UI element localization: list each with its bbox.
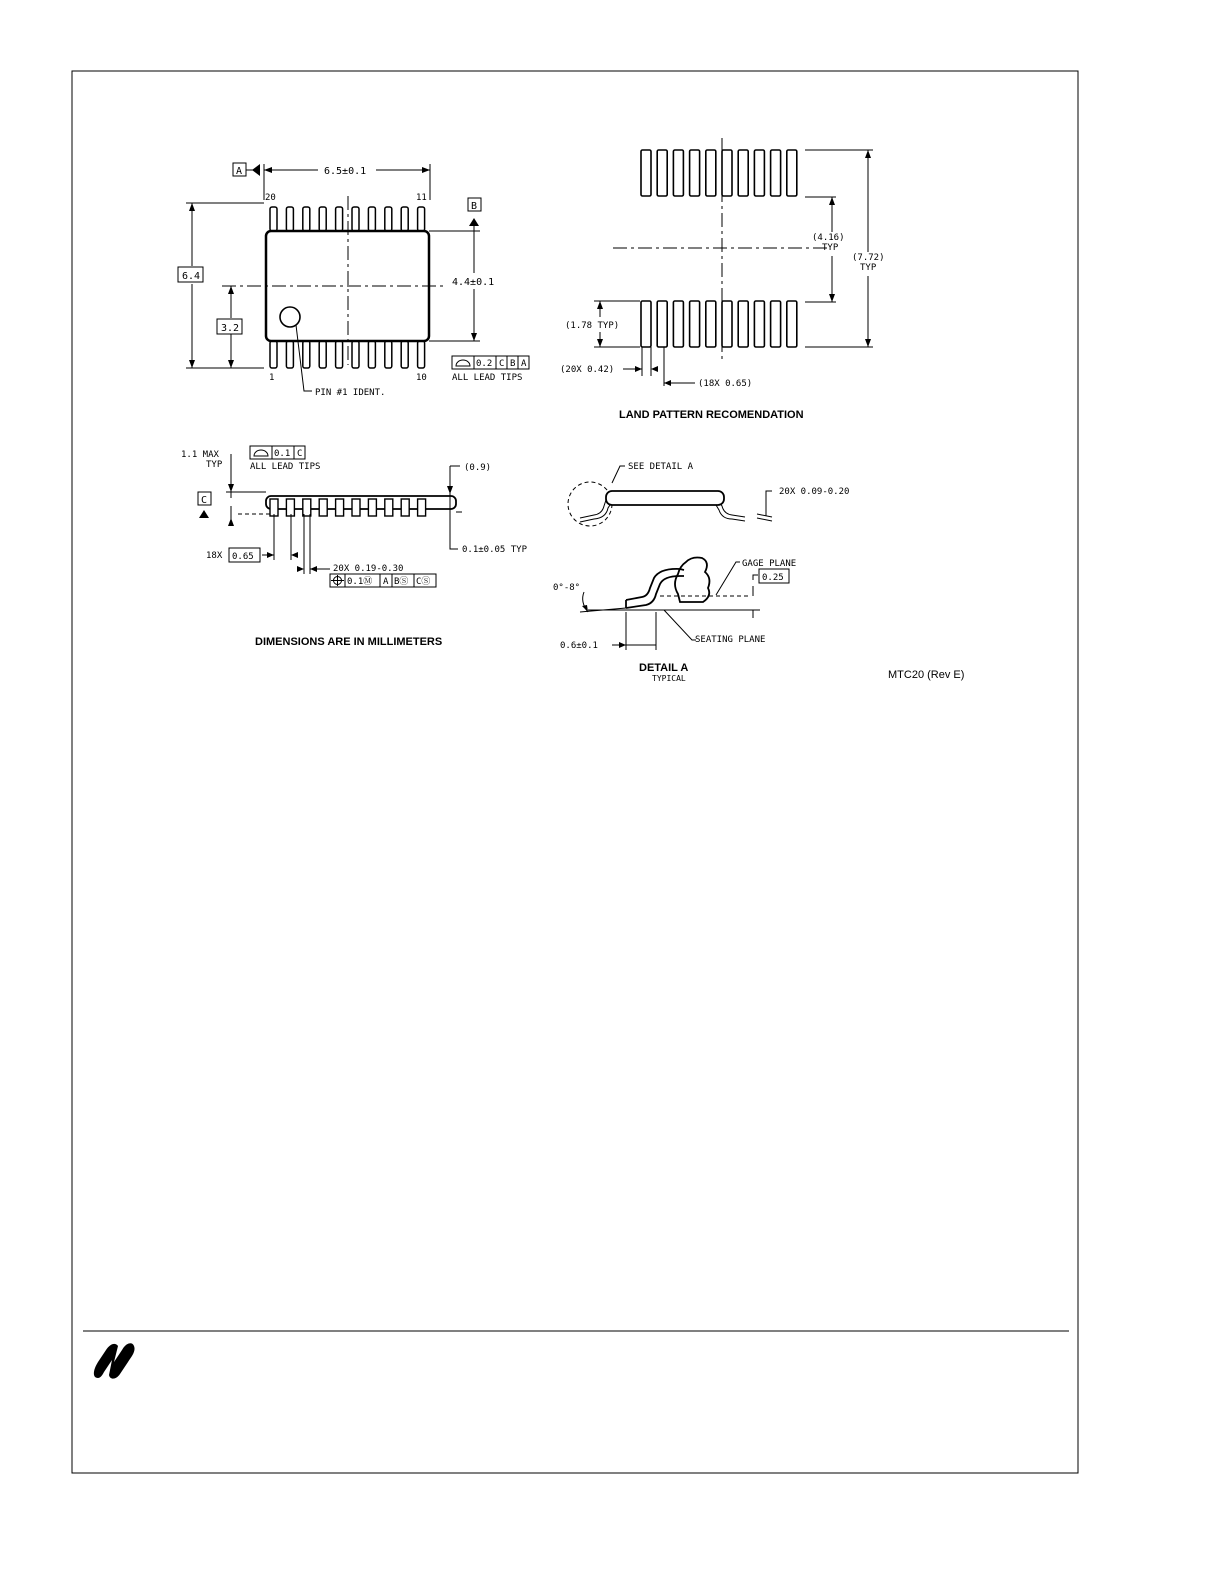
land-pad [787,301,797,347]
pad-length-dim: (1.78 TYP) [565,321,620,331]
lead [319,207,326,231]
lead [418,341,425,368]
lead [401,341,408,368]
logo-icon [94,1343,135,1378]
lead-thickness-dim: 20X 0.09-0.20 [779,487,850,497]
inner-span-dim: (4.16) [812,233,845,243]
outer-span-typ: TYP [860,263,877,273]
pin-1-label: 1 [269,373,275,383]
profile-tolerance-frame-side [250,446,305,459]
gage-plane-label: GAGE PLANE [742,559,797,569]
lead [418,207,425,231]
pitch-prefix: 18X [206,551,223,561]
land-pad [722,301,732,347]
svg-text:A: A [521,359,527,369]
detail-subtitle: TYPICAL [652,674,686,683]
lead [303,207,310,231]
side-lead [270,499,278,516]
drawing-id: MTC20 (Rev E) [888,669,965,681]
lead-width-dim: 20X 0.19-0.30 [333,564,404,574]
inner-span-typ: TYP [822,243,839,253]
top-view [178,163,529,398]
svg-text:0.1Ⓜ: 0.1Ⓜ [347,577,373,587]
lead [352,207,359,231]
body-height-dim: 4.4±0.1 [452,277,495,288]
lead [319,341,326,368]
svg-text:C: C [499,359,505,369]
land-pad [673,150,683,196]
lower-pads [641,301,797,347]
land-pattern-title: LAND PATTERN RECOMENDATION [619,409,804,421]
side-lead-tips-note: ALL LEAD TIPS [250,462,321,472]
side-lead [319,499,327,516]
lead [401,207,408,231]
land-pad [738,150,748,196]
page-border [72,71,1078,1473]
national-semiconductor-logo [94,1343,135,1378]
side-lead [385,499,393,516]
land-pad [738,301,748,347]
side-lead [352,499,360,516]
side-lead [286,499,294,516]
pin-20-label: 20 [265,193,276,203]
lead [336,341,343,368]
lead [368,341,375,368]
svg-text:B: B [510,359,516,369]
pin-10-label: 10 [416,373,427,383]
pin1-indicator [280,307,300,327]
overall-height-dim: 6.4 [182,271,201,282]
lead [336,207,343,231]
land-pad [771,301,781,347]
datum-b-label: B [471,201,478,212]
upper-pads [641,150,797,196]
lead [352,341,359,368]
svg-text:0.1: 0.1 [274,449,291,459]
position-tolerance-frame [330,574,436,587]
units-note: DIMENSIONS ARE IN MILLIMETERS [255,636,443,648]
side-view [181,446,528,648]
foot-length-dim: 0.6±0.1 [560,641,598,651]
upper-leads [270,207,425,231]
lead [286,341,293,368]
pad-pitch-dim: (18X 0.65) [698,379,753,389]
angle-dim: 0°-8° [553,583,581,593]
gage-value: 0.25 [762,573,784,583]
svg-text:0.2: 0.2 [476,359,493,369]
profile-body [606,491,724,505]
land-pad [771,150,781,196]
detail-views [553,462,849,683]
side-lead [418,499,426,516]
side-lead [336,499,344,516]
side-lead [303,499,311,516]
lead [385,207,392,231]
land-pad [690,301,700,347]
lead-tips-note: ALL LEAD TIPS [452,373,523,383]
svg-text:C: C [297,449,303,459]
max-height-typ: TYP [206,460,223,470]
land-pad [787,150,797,196]
land-pad [657,150,667,196]
pin1-ident-label: PIN #1 IDENT. [315,388,386,398]
detail-body-section [675,558,709,603]
width-dim: 6.5±0.1 [324,166,367,177]
half-height-dim: 3.2 [221,323,240,334]
side-lead [368,499,376,516]
land-pad [690,150,700,196]
lead [270,207,277,231]
pad-width-dim: (20X 0.42) [560,365,615,375]
land-pattern-view [560,138,885,421]
land-pad [706,301,716,347]
lead [286,207,293,231]
land-pad [754,301,764,347]
standoff-dim: 0.1±0.05 TYP [462,545,528,555]
profile-tolerance-frame [452,356,529,369]
datum-c-label: C [201,495,208,506]
pin-11-label: 11 [416,193,427,203]
land-pad [641,150,651,196]
svg-text:CⓈ: CⓈ [416,577,431,587]
see-detail-label: SEE DETAIL A [628,462,694,472]
lead [270,341,277,368]
land-pad [641,301,651,347]
lead [385,341,392,368]
lead [303,341,310,368]
land-pad [722,150,732,196]
lower-leads [270,341,425,368]
land-pad [657,301,667,347]
land-pad [706,150,716,196]
lead [368,207,375,231]
svg-text:BⓈ: BⓈ [394,577,409,587]
outer-span-dim: (7.72) [852,253,885,263]
land-pad [754,150,764,196]
land-pad [673,301,683,347]
body-thickness-dim: (0.9) [464,463,492,473]
datum-a-label: A [236,166,243,177]
detail-title: DETAIL A [639,662,689,674]
pitch-dim: 0.65 [232,552,254,562]
max-height-dim: 1.1 MAX [181,450,219,460]
side-lead [401,499,409,516]
seating-plane-label: SEATING PLANE [695,635,766,645]
svg-text:A: A [383,577,389,587]
